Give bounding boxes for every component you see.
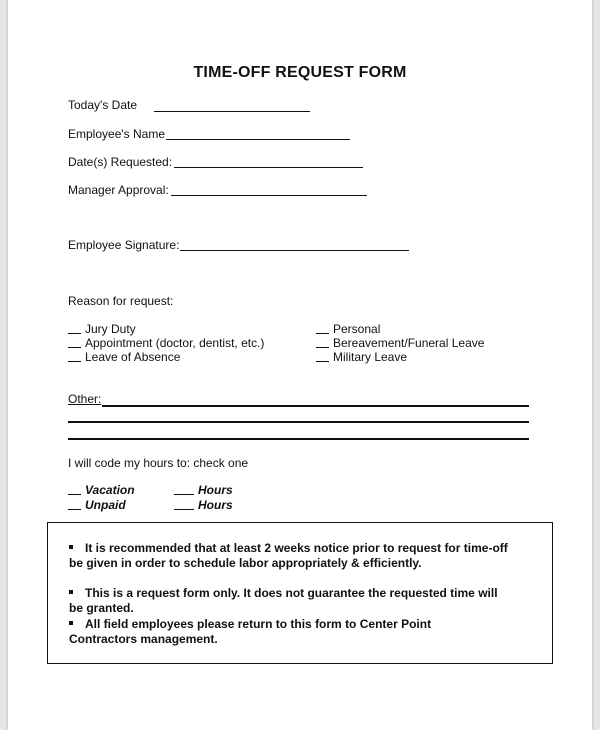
- notice-item: [69, 586, 509, 616]
- other-line-2[interactable]: [68, 421, 529, 423]
- option-label: Leave of Absence: [85, 350, 181, 364]
- reason-label: Reason for request:: [68, 294, 174, 308]
- todays-date-label: Today's Date: [68, 98, 137, 112]
- notice-item: [69, 541, 509, 571]
- hours-code-label: I will code my hours to: check one: [68, 456, 249, 470]
- reason-option-leave-of-absence[interactable]: [68, 350, 180, 364]
- hours-label: Hours: [198, 498, 233, 512]
- notice-text: This is a request form only. It does not guarantee the requested time will be granted.: [69, 586, 498, 615]
- hours-label: Hours: [198, 483, 233, 497]
- checkbox-blank[interactable]: [68, 484, 81, 495]
- manager-approval-field[interactable]: [171, 195, 367, 196]
- todays-date-field[interactable]: [154, 111, 310, 112]
- hours-blank[interactable]: [174, 499, 194, 510]
- unpaid-hours-field[interactable]: [174, 498, 233, 512]
- option-label: Military Leave: [333, 350, 408, 364]
- checkbox-blank[interactable]: [316, 323, 329, 334]
- checkbox-blank[interactable]: [68, 499, 81, 510]
- dates-requested-label: Date(s) Requested:: [68, 155, 173, 169]
- checkbox-blank[interactable]: [68, 351, 81, 362]
- vacation-hours-field[interactable]: [174, 483, 233, 497]
- checkbox-blank[interactable]: [68, 323, 81, 334]
- unpaid-option[interactable]: [68, 498, 126, 512]
- bullet-icon: [69, 590, 73, 594]
- reason-option-appointment[interactable]: [68, 336, 264, 350]
- other-line-1[interactable]: [102, 405, 529, 407]
- hours-blank[interactable]: [174, 484, 194, 495]
- dates-requested-field[interactable]: [174, 167, 363, 168]
- notice-text: It is recommended that at least 2 weeks notice prior to request for time-off be given in order to schedule labor appropriately & efficiently.: [69, 541, 508, 570]
- manager-approval-label: Manager Approval:: [68, 183, 169, 197]
- form-title: TIME-OFF REQUEST FORM: [193, 64, 407, 81]
- checkbox-blank[interactable]: [68, 337, 81, 348]
- notice-item: [69, 617, 489, 647]
- option-label: Jury Duty: [85, 322, 136, 336]
- reason-option-personal[interactable]: [316, 322, 380, 336]
- option-label: Personal: [333, 322, 381, 336]
- vacation-option[interactable]: [68, 483, 135, 497]
- bullet-icon: [69, 621, 73, 625]
- form-page: [8, 0, 592, 730]
- reason-option-jury-duty[interactable]: [68, 322, 136, 336]
- bullet-icon: [69, 545, 73, 549]
- other-line-3[interactable]: [68, 438, 529, 440]
- employee-signature-label: Employee Signature:: [68, 238, 180, 252]
- other-label: Other:: [68, 392, 102, 406]
- checkbox-blank[interactable]: [316, 351, 329, 362]
- vacation-label: Vacation: [85, 483, 135, 497]
- notice-box: [47, 522, 553, 664]
- employee-signature-field[interactable]: [180, 250, 409, 251]
- notice-text: All field employees please return to this form to Center Point Contractors management.: [69, 617, 432, 646]
- unpaid-label: Unpaid: [85, 498, 126, 512]
- reason-option-military-leave[interactable]: [316, 350, 407, 364]
- employee-name-field[interactable]: [166, 139, 350, 140]
- employee-name-label: Employee's Name: [68, 127, 165, 141]
- checkbox-blank[interactable]: [316, 337, 329, 348]
- reason-option-bereavement[interactable]: [316, 336, 484, 350]
- option-label: Appointment (doctor, dentist, etc.): [85, 336, 265, 350]
- option-label: Bereavement/Funeral Leave: [333, 336, 485, 350]
